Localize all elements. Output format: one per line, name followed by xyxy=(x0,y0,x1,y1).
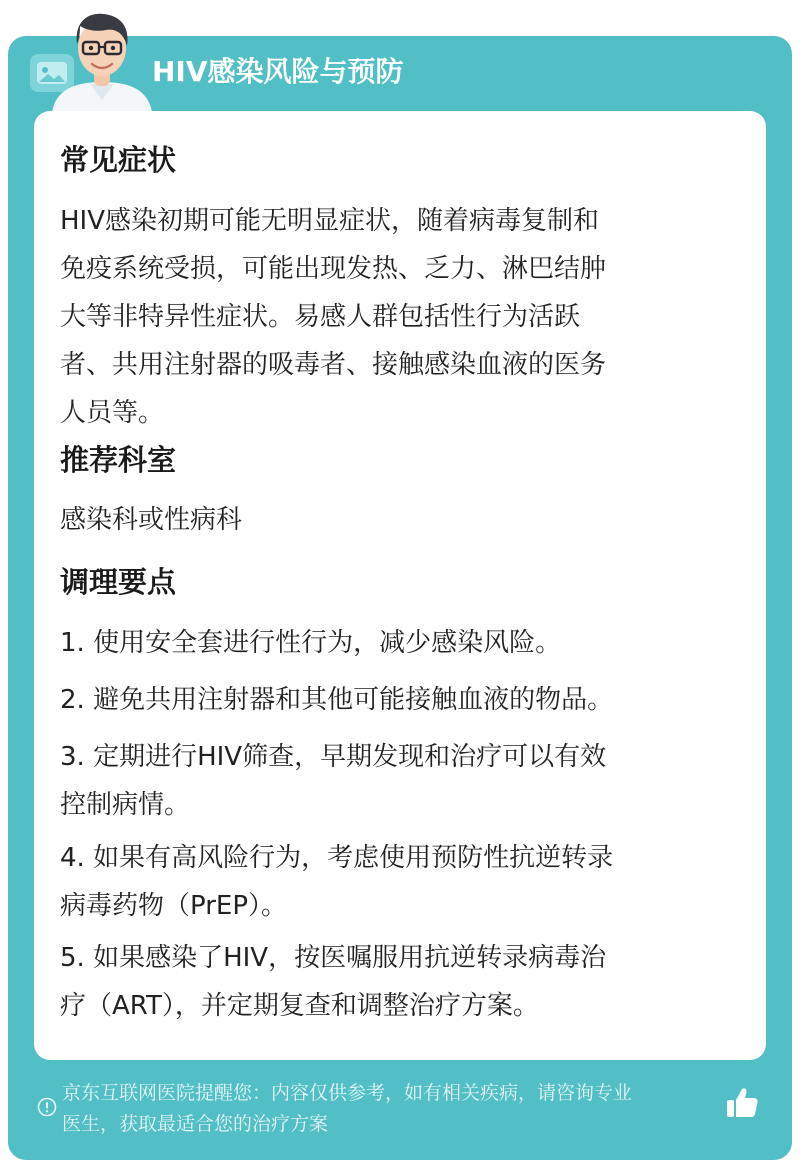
symptoms-line: HIV感染初期可能无明显症状，随着病毒复制和 xyxy=(60,206,600,236)
page-title: HIV感染风险与预防 xyxy=(152,55,404,88)
symptoms-line: 免疫系统受损，可能出现发热、乏力、淋巴结肿 xyxy=(60,254,607,284)
doctor-avatar-icon xyxy=(50,4,154,112)
care-item-5 xyxy=(60,934,730,1030)
care-item-line: 4. 如果有高风险行为，考虑使用预防性抗逆转录 xyxy=(60,843,614,873)
disclaimer-line: 医生，获取最适合您的治疗方案 xyxy=(62,1113,329,1135)
care-item-line: 3. 定期进行HIV筛查，早期发现和治疗可以有效 xyxy=(60,742,607,772)
care-item-line: 控制病情。 xyxy=(60,790,191,820)
care-item-4 xyxy=(60,834,730,930)
symptoms-line: 者、共用注射器的吸毒者、接触感染血液的医务 xyxy=(60,350,607,380)
care-item-line: 2. 避免共用注射器和其他可能接触血液的物品。 xyxy=(60,685,614,715)
care-item-line: 5. 如果感染了HIV，按医嘱服用抗逆转录病毒治 xyxy=(60,943,607,973)
disclaimer xyxy=(62,1078,730,1140)
section-title-department: 推荐科室 xyxy=(60,443,177,477)
section-title-care: 调理要点 xyxy=(60,565,177,599)
thumbs-up-icon[interactable] xyxy=(724,1085,760,1121)
department-text: 感染科或性病科 xyxy=(60,505,243,535)
care-item-line: 疗（ART），并定期复查和调整治疗方案。 xyxy=(60,991,539,1021)
info-icon xyxy=(37,1097,57,1117)
care-item-line: 1. 使用安全套进行性行为，减少感染风险。 xyxy=(60,628,562,658)
disclaimer-line: 京东互联网医院提醒您：内容仅供参考，如有相关疾病，请咨询专业 xyxy=(62,1082,633,1104)
care-item-3 xyxy=(60,733,730,829)
section-title-symptoms: 常见症状 xyxy=(60,143,177,177)
care-item-2 xyxy=(60,676,730,724)
symptoms-paragraph xyxy=(60,197,730,437)
care-item-line: 病毒药物（PrEP）。 xyxy=(60,891,288,921)
symptoms-line: 大等非特异性症状。易感人群包括性行为活跃 xyxy=(60,302,581,332)
care-item-1 xyxy=(60,619,730,667)
symptoms-line: 人员等。 xyxy=(60,398,165,428)
